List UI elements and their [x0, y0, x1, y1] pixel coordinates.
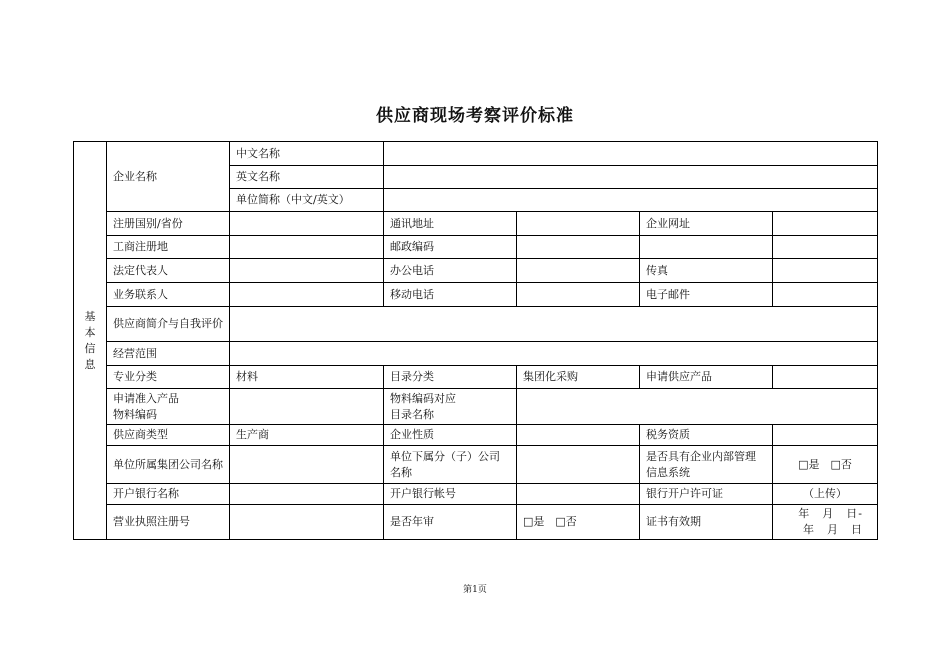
label-bank-permit: 银行开户许可证 [640, 484, 773, 505]
field-applied-products[interactable] [773, 366, 877, 389]
field-fax[interactable] [773, 259, 877, 283]
label-registration-country: 注册国别/省份 [107, 212, 230, 236]
field-registration-place[interactable] [230, 236, 384, 259]
label-certificate-validity: 证书有效期 [640, 505, 773, 539]
field-legal-representative[interactable] [230, 259, 384, 283]
field-chinese-name[interactable] [384, 142, 877, 166]
label-english-name: 英文名称 [230, 166, 384, 189]
checkbox-annual-review[interactable]: □是 □否 [517, 505, 640, 539]
label-company-name: 企业名称 [107, 142, 230, 212]
field-material-code[interactable] [230, 389, 384, 425]
field-short-name[interactable] [384, 189, 877, 212]
label-catalog-name: 物料编码对应目录名称 [384, 389, 517, 425]
blank-cell [640, 236, 773, 259]
field-supplier-intro[interactable] [230, 307, 877, 342]
label-category: 专业分类 [107, 366, 230, 389]
label-supplier-intro: 供应商简介与自我评价 [107, 307, 230, 342]
label-short-name: 单位简称（中文/英文） [230, 189, 384, 212]
field-email[interactable] [773, 283, 877, 307]
label-bank-account: 开户银行帐号 [384, 484, 517, 505]
label-annual-review: 是否年审 [384, 505, 517, 539]
label-mobile-phone: 移动电话 [384, 283, 517, 307]
label-office-phone: 办公电话 [384, 259, 517, 283]
label-fax: 传真 [640, 259, 773, 283]
field-enterprise-nature[interactable] [517, 425, 640, 446]
label-bank-name: 开户银行名称 [107, 484, 230, 505]
label-business-scope: 经营范围 [107, 342, 230, 366]
label-license-number: 营业执照注册号 [107, 505, 230, 539]
label-supplier-type: 供应商类型 [107, 425, 230, 446]
label-group-company: 单位所属集团公司名称 [107, 446, 230, 484]
field-postal-code[interactable] [517, 236, 640, 259]
label-registration-place: 工商注册地 [107, 236, 230, 259]
label-enterprise-nature: 企业性质 [384, 425, 517, 446]
page-number: 第1页 [463, 585, 487, 595]
field-catalog-name[interactable] [517, 389, 877, 425]
label-mailing-address: 通讯地址 [384, 212, 517, 236]
field-business-scope[interactable] [230, 342, 877, 366]
label-legal-representative: 法定代表人 [107, 259, 230, 283]
field-tax-qualification[interactable] [773, 425, 877, 446]
label-business-contact: 业务联系人 [107, 283, 230, 307]
label-email: 电子邮件 [640, 283, 773, 307]
field-mobile-phone[interactable] [517, 283, 640, 307]
field-registration-country[interactable] [230, 212, 384, 236]
field-subsidiary[interactable] [517, 446, 640, 484]
supplier-evaluation-form [73, 141, 878, 540]
label-internal-mis: 是否具有企业内部管理信息系统 [640, 446, 773, 484]
validity-end-date: 年 月 日 [803, 523, 863, 536]
section-label-basic-info: 基本信息 [74, 142, 107, 539]
label-website: 企业网址 [640, 212, 773, 236]
field-office-phone[interactable] [517, 259, 640, 283]
label-subsidiary: 单位下属分（子）公司名称 [384, 446, 517, 484]
field-english-name[interactable] [384, 166, 877, 189]
upload-bank-permit[interactable]: （上传） [773, 484, 877, 505]
label-material-code: 申请准入产品物料编码 [107, 389, 230, 425]
field-certificate-validity[interactable] [773, 505, 877, 539]
validity-start-date: 年 月 日- [798, 507, 863, 520]
value-catalog-category: 集团化采购 [517, 366, 640, 389]
value-category: 材料 [230, 366, 384, 389]
label-catalog-category: 目录分类 [384, 366, 517, 389]
field-bank-name[interactable] [230, 484, 384, 505]
label-chinese-name: 中文名称 [230, 142, 384, 166]
field-mailing-address[interactable] [517, 212, 640, 236]
field-business-contact[interactable] [230, 283, 384, 307]
page-title: 供应商现场考察评价标准 [376, 106, 574, 126]
label-applied-products: 申请供应产品 [640, 366, 773, 389]
checkbox-internal-mis[interactable]: □是 □否 [773, 446, 877, 484]
value-supplier-type: 生产商 [230, 425, 384, 446]
field-license-number[interactable] [230, 505, 384, 539]
field-website[interactable] [773, 212, 877, 236]
label-postal-code: 邮政编码 [384, 236, 517, 259]
blank-cell [773, 236, 877, 259]
label-tax-qualification: 税务资质 [640, 425, 773, 446]
field-bank-account[interactable] [517, 484, 640, 505]
field-group-company[interactable] [230, 446, 384, 484]
